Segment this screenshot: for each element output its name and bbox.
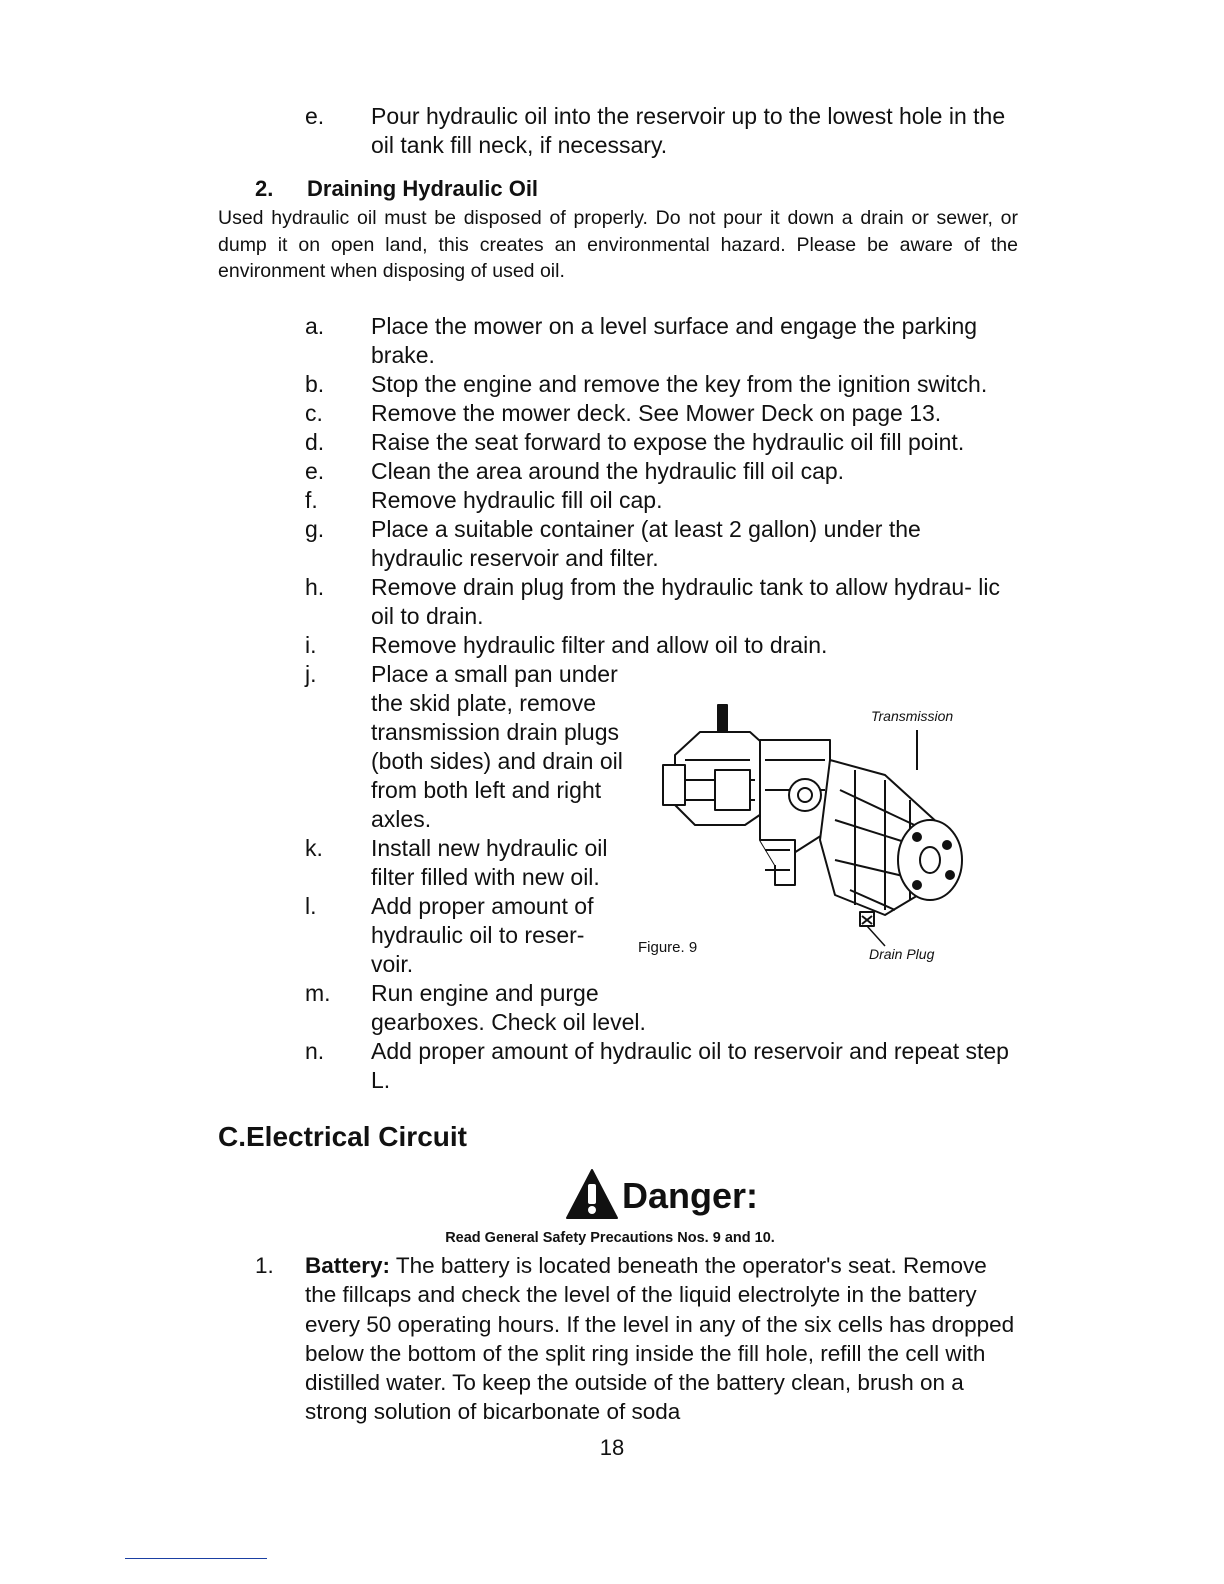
- step-text: Place a small pan under the skid plate, remove transmission drain plugs (both sides) and drain oil from both left and right axles.: [371, 661, 623, 832]
- step-letter: h.: [305, 574, 325, 600]
- step-letter: n.: [305, 1038, 325, 1064]
- step-text: Run engine and purge gearboxes. Check oil level.: [371, 980, 646, 1035]
- step-text: Place the mower on a level surface and engage the parking brake.: [371, 313, 978, 368]
- step-letter: b.: [305, 371, 325, 397]
- battery-paragraph: [305, 1251, 1015, 1427]
- safety-precautions-note: Read General Safety Precautions Nos. 9 and 10.: [445, 1230, 775, 1246]
- section-number: 2.: [255, 176, 274, 201]
- danger-label: Danger:: [622, 1175, 759, 1216]
- step-text: Remove drain plug from the hydraulic tank to allow hydrau- lic oil to drain.: [371, 574, 1000, 629]
- step-text: Remove the mower deck. See Mower Deck on page 13.: [371, 400, 942, 426]
- step-text: Remove hydraulic filter and allow oil to drain.: [371, 632, 828, 658]
- step-text: Remove hydraulic fill oil cap.: [371, 487, 663, 513]
- transmission-label: Transmission: [871, 708, 954, 724]
- section-c-heading: C.Electrical Circuit: [218, 1121, 467, 1152]
- figure-caption: Figure. 9: [638, 939, 698, 956]
- step-letter: f.: [305, 487, 318, 513]
- step-letter: a.: [305, 313, 325, 339]
- page-number: 18: [599, 1435, 625, 1460]
- step-letter: m.: [305, 980, 331, 1006]
- step-text: Raise the seat forward to expose the hydraulic oil fill point.: [371, 429, 965, 455]
- transmission-illustration: [655, 700, 975, 950]
- step-text: Place a suitable container (at least 2 gallon) under the hydraulic reservoir and filter.: [371, 516, 921, 571]
- step-text: Add proper amount of hydraulic oil to reser- voir.: [371, 893, 594, 977]
- warning-icon: [565, 1168, 619, 1220]
- drain-plug-label: Drain Plug: [869, 946, 935, 962]
- step-letter: i.: [305, 632, 317, 658]
- item-number: 1.: [255, 1253, 274, 1278]
- footnote-rule: [125, 1558, 267, 1559]
- step-text: Clean the area around the hydraulic fill oil cap.: [371, 458, 845, 484]
- step-letter: e.: [305, 458, 325, 484]
- battery-label: Battery:: [305, 1253, 391, 1278]
- step-text: Add proper amount of hydraulic oil to reservoir and repeat step L.: [371, 1038, 1009, 1093]
- section-title: Draining Hydraulic Oil: [307, 176, 539, 201]
- step-text: Install new hydraulic oil filter filled with new oil.: [371, 835, 608, 890]
- step-letter: d.: [305, 429, 325, 455]
- step-letter: k.: [305, 835, 323, 861]
- step-letter: g.: [305, 516, 325, 542]
- battery-text: The battery is located beneath the operator's seat. Remove the fillcaps and check the level of the liquid electrolyte in the battery every 50 operating hours. If the level in any of the six cells has dropped below the bottom of the split ring inside the fill hole, refill the cell with distilled water. To keep the outside of the battery clean, brush on a strong solution of bicarbonate of soda: [305, 1253, 1015, 1425]
- step-letter: j.: [305, 661, 317, 687]
- step-letter: l.: [305, 893, 317, 919]
- warning-paragraph: Used hydraulic oil must be disposed of properly. Do not pour it down a drain or sewer, or dump it on open land, this creates an environmental hazard. Please be aware of the environment when disposing of used oil.: [218, 207, 1018, 282]
- step-text: Pour hydraulic oil into the reservoir up to the lowest hole in the oil tank fill neck, if necessary.: [371, 103, 1006, 158]
- step-text: Stop the engine and remove the key from the ignition switch.: [371, 371, 988, 397]
- step-letter: c.: [305, 400, 323, 426]
- step-letter: e.: [305, 103, 325, 129]
